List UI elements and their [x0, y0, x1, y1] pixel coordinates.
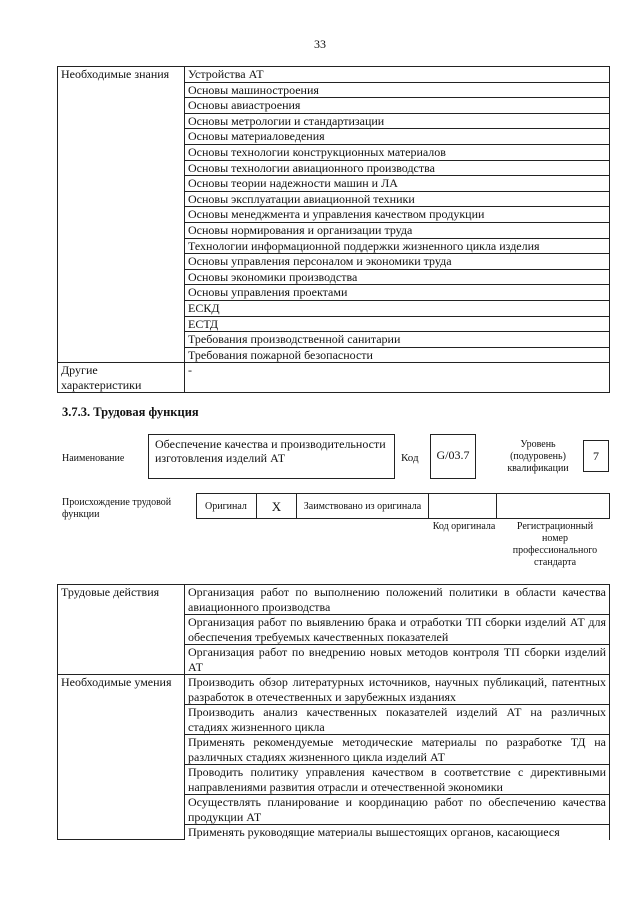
qualification-level-value: 7 [593, 449, 599, 463]
knowledge-item: ЕСТД [185, 316, 610, 332]
original-mark: X [271, 498, 282, 514]
qualification-level-box [583, 440, 609, 472]
qualification-level-label: Уровень (подуровень) квалификации [507, 439, 569, 474]
required-skill: Производить обзор литературных источников, научных публикаций, патентных разработок в отечественных и зарубежных изданиях [185, 675, 610, 705]
required-skill: Производить анализ качественных показателей изделий АТ на различных стадиях жизненного цикла [185, 705, 610, 735]
code-label: Код [401, 452, 419, 464]
other-characteristics-label: Другие характеристики [58, 363, 185, 393]
knowledge-item: Основы управления проектами [185, 285, 610, 301]
other-characteristics-row [58, 363, 610, 393]
page-number: 33 [314, 37, 326, 51]
knowledge-item: Основы эксплуатации авиационной техники [185, 191, 610, 207]
original-cell [197, 494, 257, 519]
required-skill: Применять руководящие материалы вышестоящих органов, касающиеся [185, 825, 610, 840]
actions-table [57, 584, 610, 840]
original-code-cell [429, 494, 497, 519]
required-skill-row [58, 675, 610, 705]
knowledge-table [57, 66, 610, 393]
borrowed-cell [297, 494, 429, 519]
borrowed-label: Заимствовано из оригинала [303, 500, 422, 512]
required-skill: Проводить политику управления качеством в соответствие с директивными направлениями развития отрасли и отечественной экономики [185, 765, 610, 795]
required-skill: Осуществлять планирование и координацию работ по обеспечению качества продукции АТ [185, 795, 610, 825]
knowledge-item: Основы экономики производства [185, 269, 610, 285]
knowledge-item: Основы материаловедения [185, 129, 610, 145]
function-code-value: G/03.7 [436, 448, 470, 462]
knowledge-item: Основы теории надежности машин и ЛА [185, 176, 610, 192]
labor-action: Организация работ по выполнению положений политики в области качества авиационного производства [185, 585, 610, 615]
knowledge-item: Основы менеджмента и управления качеством продукции [185, 207, 610, 223]
knowledge-row [58, 67, 610, 83]
knowledge-item: Требования производственной санитарии [185, 332, 610, 348]
knowledge-item: Основы авиастроения [185, 98, 610, 114]
labor-action: Организация работ по выявлению брака и отработки ТП сборки изделий АТ для обеспечения требуемых качественных показателей [185, 615, 610, 645]
original-code-caption: Код оригинала [432, 521, 496, 532]
knowledge-item: Технологии информационной поддержки жизненного цикла изделия [185, 238, 610, 254]
function-name-value: Обеспечение качества и производительности изготовления изделий АТ [155, 437, 386, 465]
required-skill: Применять рекомендуемые методические материалы по разработке ТД на различных стадиях жизненного цикла изделий АТ [185, 735, 610, 765]
knowledge-label: Необходимые знания [58, 67, 185, 363]
origin-label: Происхождение трудовой функции [62, 497, 172, 520]
original-label: Оригинал [205, 500, 247, 512]
knowledge-item: Основы машиностроения [185, 82, 610, 98]
registration-number-cell [497, 494, 610, 519]
required-skills-label: Необходимые умения [58, 675, 185, 840]
function-name-box [148, 434, 395, 479]
knowledge-item: Основы метрологии и стандартизации [185, 113, 610, 129]
knowledge-item: Требования пожарной безопасности [185, 347, 610, 363]
registration-number-caption: Регистрационный номер профессионального стандарта [512, 521, 598, 568]
knowledge-item: Основы управления персоналом и экономики труда [185, 254, 610, 270]
knowledge-item: Основы технологии авиационного производства [185, 160, 610, 176]
knowledge-item: Основы технологии конструкционных материалов [185, 144, 610, 160]
section-heading: 3.7.3. Трудовая функция [62, 405, 199, 419]
knowledge-item: Устройства АТ [185, 67, 610, 83]
labor-actions-label: Трудовые действия [58, 585, 185, 675]
other-characteristics-value: - [185, 363, 610, 393]
name-label: Наименование [62, 453, 125, 464]
origin-table [196, 493, 610, 519]
function-code-box [430, 434, 476, 479]
original-mark-cell [257, 494, 297, 519]
knowledge-item: ЕСКД [185, 300, 610, 316]
knowledge-item: Основы нормирования и организации труда [185, 222, 610, 238]
labor-action-row [58, 585, 610, 615]
labor-action: Организация работ по внедрению новых методов контроля ТП сборки изделий АТ [185, 645, 610, 675]
